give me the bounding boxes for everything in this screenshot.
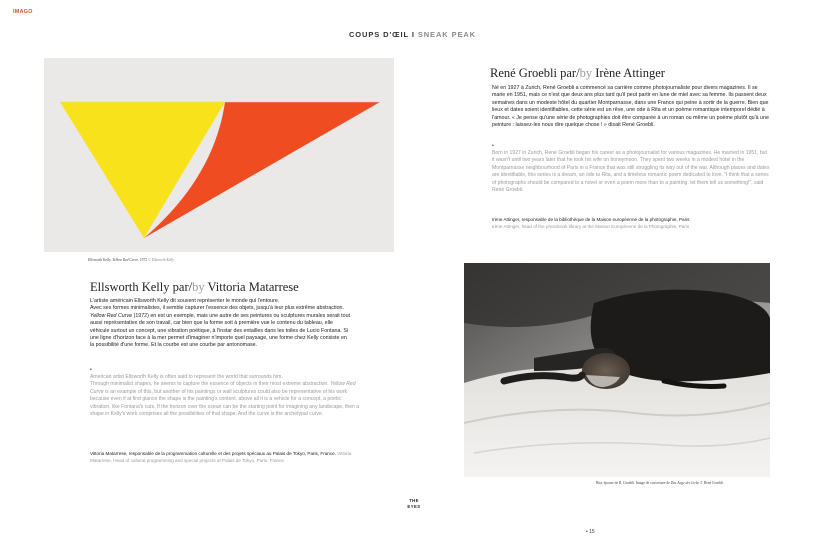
section-title-en: SNEAK PEAK	[417, 30, 477, 39]
brand-logo: IMAGO	[13, 9, 33, 15]
section-title-separator: I	[411, 30, 415, 39]
groebli-text-fr: Né en 1927 à Zurich, René Groebli a commencé sa carrière comme photojournaliste pour divers magazines. Il se marie en 1951, mais ce n'est que deux ans plus tard qu'il peut partir en lune de miel avec sa femme. Ils passent deux semaines dans un modeste hôtel du quartier Montparnasse, dans une France qui peine à sortir de la guerre. Bien que lieux et dates soient identifiables, cette série est un rêve, une ode à Rita et un poème romantique intemporel dédié à l'amour. « Je pense qu'une série de photographies doit être comparée à un roman ou même un poème plutôt qu'à une peinture : laissez-les nous dire quelque chose ! » disait René Groebli.	[492, 85, 769, 129]
groebli-headline: René Groebli par/by Irène Attinger	[490, 66, 665, 80]
kelly-headline: Ellsworth Kelly par/by Vittoria Matarrese	[90, 280, 299, 294]
kelly-bullet: •	[90, 367, 92, 373]
groebli-photograph	[464, 263, 770, 477]
groebli-signature: Irène Attinger, responsable de la bibliothèque de la Maison européenne de la photographie, Paris Irène Attinger, head of the photobook library at the Maison Européenne de la Photographie, Paris	[492, 217, 690, 229]
kelly-text-en: American artist Ellsworth Kelly is often said to represent the world that surrounds him. Through minimalist shapes, he seems to capture the essence of objects in their most extreme abstraction. Yellow Red Curve is an example of this, but another of his paintings or wall sculptures could also be representative of his work because even if at first glance the shape is the painting's content, above all it is a vehicle for a concept, a poetic vibration, like Fontana's cuts. If the horizon over the ocean can be the starting point for imagining any landscape, then a shape in Kelly's work comprises all the possibilities of that shape. And the curve is the archetypal curve.	[90, 374, 360, 418]
section-title-fr: COUPS D'ŒIL	[348, 30, 409, 39]
groebli-bullet: •	[492, 143, 494, 149]
page-number: • 15	[586, 529, 595, 535]
kelly-signature: Vittoria Matarrese, responsable de la programmation culturelle et des projets spéciaux au Palais de Tokyo, Paris, France. Vittoria Matarrese, Head of cultural programming and special projects at Palais de Tokyo, Paris, France	[90, 451, 352, 463]
groebli-text-en: Born in 1927 in Zurich, René Groebli began his career as a photojournalist for various magazines. He married in 1951, but it wasn't until two years later that he took his wife on honeymoon. They spent two weeks in a modest hotel in the Montparnasse neighbourhood of Paris in a France that was still struggling its way out of the war. Although places and dates are identifiable, this series is a dream, an ode to Rita, and a timeless romantic poem dedicated to love. "I think that a series of photographs should be compared to a novel or even a poem more than to a painting: let them tell us something!", said René Groebli.	[492, 150, 770, 194]
section-title	[0, 30, 825, 39]
kelly-artwork-image	[44, 58, 394, 252]
kelly-artwork-caption: Ellsworth Kelly, Yellow Red Curve, 1972 © Ellsworth Kelly	[88, 258, 175, 262]
woman-lying-on-bed-photo	[464, 263, 770, 477]
the-eyes-logo: THE EYES	[407, 498, 421, 509]
kelly-text-fr: L'artiste américain Ellsworth Kelly dit souvent représenter le monde qui l'entoure. Avec ses formes minimalistes, il semble capturer l'essence des objets, jusqu'à leur plus extrême abstraction. Yellow Red Curve (1972) en est un exemple, mais une autre de ses peintures ou sculptures murales serait tout aussi représentative de son travail, car bien que la forme soit à première vue le contenu du tableau, elle véhicule surtout un concept, une vibration poétique, à l'instar des entailles dans les toiles de Lucio Fontana. Si une ligne d'horizon face à la mer permet d'imaginer n'importe quel paysage, une forme chez Kelly consiste en la possibilité d'une forme. Et la courbe est une courbe par antonomase.	[90, 298, 350, 349]
yellow-red-curve-painting	[44, 58, 394, 252]
groebli-photo-caption: Rita, épouse de R. Groebli. Image de couverture de Das Auge der Liebe © René Groebli	[596, 481, 724, 485]
